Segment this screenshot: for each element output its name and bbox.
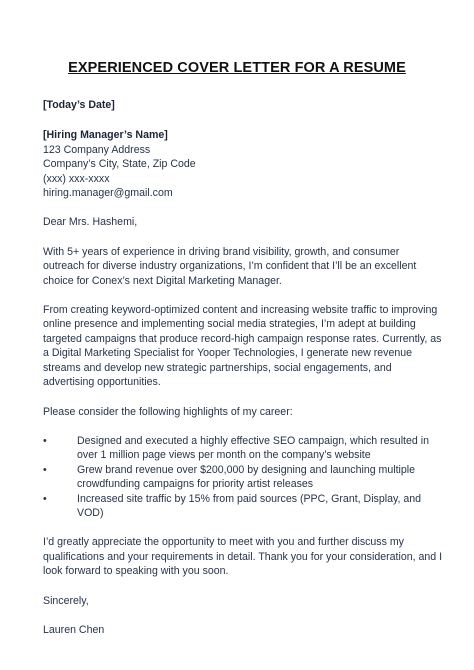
bullet-icon: • [43, 492, 47, 505]
signature-name: Lauren Chen [43, 623, 105, 636]
recipient-email: hiring.manager@gmail.com [43, 187, 173, 200]
recipient-address: 123 Company Address [43, 143, 151, 156]
list-item-text: Increased site traffic by 15% from paid sources (PPC, Grant, Display, and VOD) [77, 492, 422, 519]
document-title: EXPERIENCED COVER LETTER FOR A RESUME [68, 60, 406, 76]
bullet-icon: • [43, 463, 47, 476]
recipient-city: Company’s City, State, Zip Code [43, 158, 196, 171]
letter-body [43, 98, 443, 637]
signoff: Sincerely, [43, 594, 89, 607]
date-placeholder: [Today’s Date] [43, 99, 115, 111]
list-item-text: Grew brand revenue over $200,000 by designing and launching multiple crowdfunding campaigns for priority artist releases [77, 463, 416, 491]
list-item [43, 463, 443, 492]
list-item-text: Designed and executed a highly effective SEO campaign, which resulted in over 1 million page views per month on the company’s website [77, 434, 429, 462]
list-item [43, 492, 443, 521]
experience-paragraph: From creating keyword-optimized content and increasing website traffic to improving online presence and implementing social media strategies, I’m adept at building targeted campaigns that produce record-high campaign response rates. Currently, as a Digital Marketing Specialist for Yooper Technologies, I generate new revenue streams and develop new strategic partnerships, social engagements, and advertising opportunities. [43, 304, 442, 389]
highlights-intro: Please consider the following highlights of my career: [43, 405, 293, 418]
recipient-block [43, 128, 443, 200]
recipient-phone: (xxx) xxx-xxxx [43, 172, 110, 185]
recipient-name: [Hiring Manager’s Name] [43, 129, 168, 142]
highlights-list [43, 434, 443, 520]
list-item [43, 434, 443, 463]
intro-paragraph: With 5+ years of experience in driving brand visibility, growth, and consumer outreach for diverse industry organizations, I’m confident that I’ll be an excellent choice for Conex’s next Digital Marketing Manager. [43, 245, 417, 287]
closing-paragraph: I’d greatly appreciate the opportunity to meet with you and further discuss my qualifications and your requirements in detail. Thank you for your consideration, and I look forward to speaking with you soon. [43, 536, 443, 578]
salutation: Dear Mrs. Hashemi, [43, 216, 138, 229]
bullet-icon: • [43, 434, 47, 447]
